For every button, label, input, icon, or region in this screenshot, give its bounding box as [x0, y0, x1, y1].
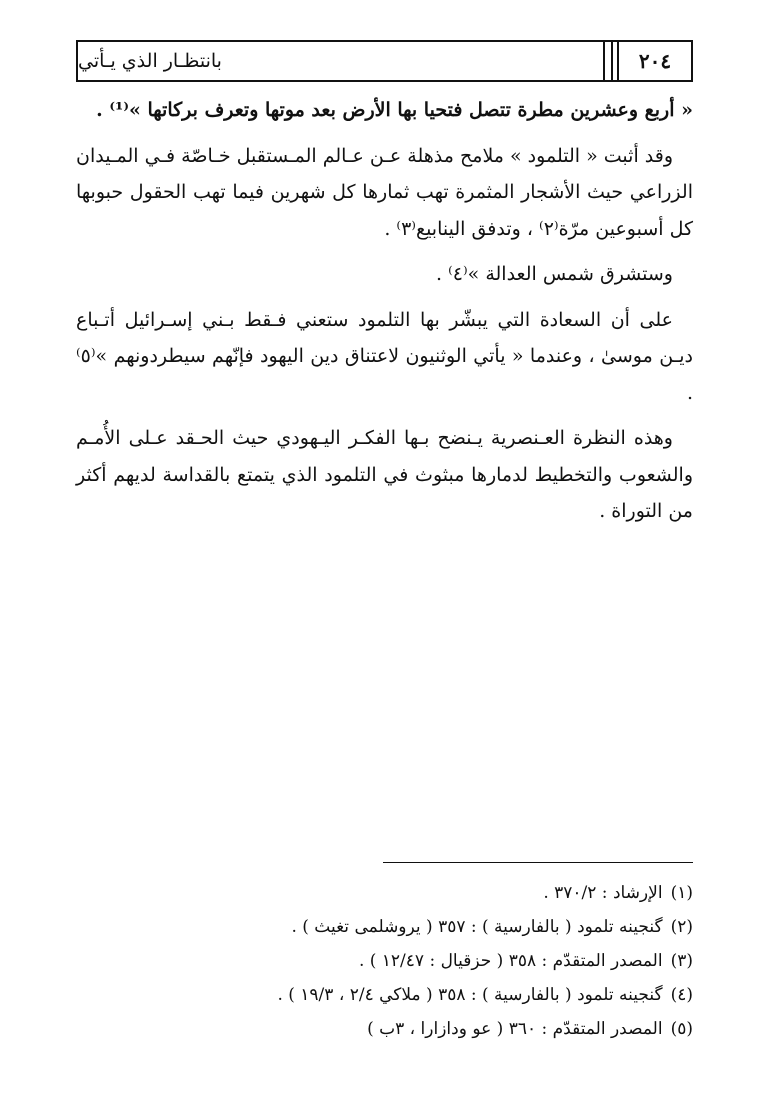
footnote-text: المصدر المتقدّم : ٣٦٠ ( عو ودازارا ، ٣ب )	[367, 1019, 663, 1039]
footnote	[76, 1012, 693, 1046]
footnote-text: گنجينه تلمود ( بالفارسية ) : ٣٥٨ ( ملاكي ٢/٤ ، ١٩/٣ ) .	[277, 985, 663, 1005]
running-header	[76, 40, 693, 82]
footnote	[76, 910, 693, 944]
paragraph: وهذه النظرة العـنصرية يـنضح بـها الفكـر اليـهودي حيث الحـقد عـلى الأُمـم والشعوب والتخطيط لدمارها مبثوث في التلمود الذي يتمتع بالقداسة لديهم أكثر من التوراة .	[76, 427, 693, 522]
paragraph-quote: « أربع وعشرين مطرة تتصل فتحيا بها الأرض بعد موتها وتعرف بركاتها »⁽¹⁾ .	[96, 99, 693, 121]
running-title: بانتظـار الذي يـأتي	[78, 42, 605, 80]
footnote-text: الإرشاد : ٣٧٠/٢ .	[543, 883, 663, 903]
footnote-number: (١)	[670, 883, 693, 903]
footnote-text: گنجينه تلمود ( بالفارسية ) : ٣٥٧ ( يروشلمى تغيث ) .	[291, 917, 663, 937]
footnotes	[76, 876, 693, 1046]
header-divider	[611, 42, 613, 80]
paragraph: على أن السعادة التي يبشّر بها التلمود ستعني فـقط بـني إسـرائيل أتـباع ديـن موسىٰ ، وعندما « يأتي الوثنيون لاعتناق دين اليهود فإنّهم سيطردونهم »⁽٥⁾ .	[76, 308, 693, 404]
footnote	[76, 876, 693, 910]
footnote-text: المصدر المتقدّم : ٣٥٨ ( حزقيال : ١٢/٤٧ ) .	[358, 951, 663, 971]
main-text	[76, 92, 693, 539]
footnote-number: (٤)	[670, 985, 693, 1005]
paragraph: وستشرق شمس العدالة »⁽٤⁾ .	[436, 263, 673, 285]
footnote	[76, 944, 693, 978]
footnote-number: (٣)	[670, 951, 693, 971]
footnote	[76, 978, 693, 1012]
footnote-divider	[383, 862, 693, 863]
footnote-number: (٥)	[670, 1019, 693, 1039]
paragraph: وقد أثبت « التلمود » ملامح مذهلة عـن عـالم المـستقبل خـاصّة فـي المـيدان الزراعي حيث الأشجار المثمرة تهب ثمارها كل شهرين فيما تهب الحقول حبوبها كل أسبوعين مرّة⁽٢⁾ ، وتدفق الينابيع⁽٣⁾ .	[76, 144, 693, 240]
footnote-number: (٢)	[670, 917, 693, 937]
page-number: ٢٠٤	[617, 42, 691, 80]
